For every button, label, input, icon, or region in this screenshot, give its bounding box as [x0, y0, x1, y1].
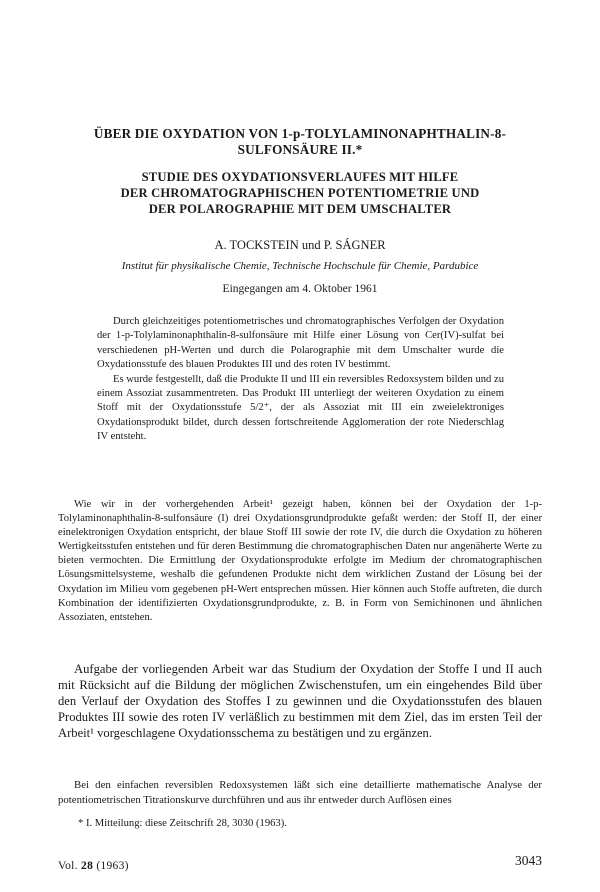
subtitle-line-1: STUDIE DES OXYDATIONSVERLAUFES MIT HILFE	[141, 170, 459, 184]
journal-volume	[58, 859, 129, 873]
received-date: Eingegangen am 4. Oktober 1961	[222, 283, 378, 295]
body-paragraph-1	[58, 498, 542, 625]
subtitle-line-3: DER POLAROGRAPHIE MIT DEM UMSCHALTER	[148, 202, 452, 216]
body-paragraph-2	[58, 661, 542, 741]
volume-number: 28	[81, 860, 94, 872]
abstract-paragraph-2: Es wurde festgestellt, daß die Produkte II und III ein reversibles Redoxsystem bilden und zu einem Assoziat zusammentreten. Das Produkt III unterliegt der weiteren Oxydation zu einem Stoff mit der Oxydationsstufe 5/2⁺, der als Assoziat mit III ein zweielektroniges Oxydationsprodukt bildet, durch dessen fortschreitende Agglomeration der rote Niederschlag IV entsteht.	[97, 373, 504, 443]
body-text-2: Aufgabe der vorliegenden Arbeit war das Studium der Oxydation der Stoffe I und II auch mit Rücksicht auf die Bildung der möglichen Zwischenstufen, um ein eingehendes Bild über den Verlauf der Oxydation des Stoffes I zu gewinnen und die Oxydationsstufen des blauen Produktes III sowie des roten IV verläßlich zu bestimmen mit dem Ziel, das im ersten Teil der Arbeit¹ vorgeschlagene Oxydationsschema zu bestätigen und zu ergänzen.	[58, 662, 542, 741]
volume-label: Vol.	[58, 860, 78, 872]
subtitle-line-2: DER CHROMATOGRAPHISCHEN POTENTIOMETRIE UND	[120, 186, 480, 200]
body-paragraph-3	[58, 778, 542, 807]
abstract-paragraph-1: Durch gleichzeitiges potentiometrisches und chromatographisches Verfolgen der Oxydation der 1-p-Tolylaminonaphthalin-8-sulfonsäure mit Hilfe einer Lösung von Cer(IV)-sulfat bei verschiedenen pH-Werten und durch die Polarographie mit dem Umschalter wurde die Oxydationsstufe des blauen Produktes III und des roten IV bestimmt.	[97, 316, 504, 371]
article-title	[60, 126, 540, 158]
title-line-2: SULFONSÄURE II.*	[237, 142, 363, 157]
page-number: 3043	[515, 853, 542, 868]
footnote: * I. Mitteilung: diese Zeitschrift 28, 3030 (1963).	[78, 818, 287, 829]
abstract	[97, 315, 504, 445]
article-subtitle	[60, 169, 540, 217]
body-text-1: Wie wir in der vorhergehenden Arbeit¹ gezeigt haben, können bei der Oxydation der 1-p-Tolylaminonaphthalin-8-sulfonsäure (I) drei Oxydationsgrundprodukte gefaßt werden: der Stoff II, der einer einelektronigen Oxydation entspricht, der blaue Stoff III sowie der rote IV, die durch die Oxydation zu höheren Wertigkeitsstufen entstehen und für deren Bestimmung die chromatographischen Daten nur angenäherte Werte zu bieten vermochten. Die Ermittlung der Oxydationsprodukte erfolgte im Medium der chromatographischen Lösungsmittelsysteme, weshalb die gefundenen Produkte nicht dem wirklichen Zustand der Lösung bei der Oxydation im Milieu vom gegebenen pH-Wert entsprechen müssen. Hier können auch Stoffe auftreten, die durch Kombination der identifizierten Oxydationsgrundprodukte, z. B. in Form von Semichinonen und ähnlichen Assoziaten, entstehen.	[58, 499, 542, 623]
volume-year: (1963)	[96, 860, 129, 872]
authors: A. TOCKSTEIN und P. SÁGNER	[214, 238, 386, 252]
affiliation: Institut für physikalische Chemie, Technische Hochschule für Chemie, Pardubice	[121, 260, 479, 272]
title-line-1: ÜBER DIE OXYDATION VON 1-p-TOLYLAMINONAPHTHALIN-8-	[93, 126, 507, 141]
body-text-3: Bei den einfachen reversiblen Redoxsystemen läßt sich eine detaillierte mathematische Analyse der potentiometrischen Titrationskurve durchführen und aus ihr entweder durch Auflösen eines	[58, 779, 542, 806]
